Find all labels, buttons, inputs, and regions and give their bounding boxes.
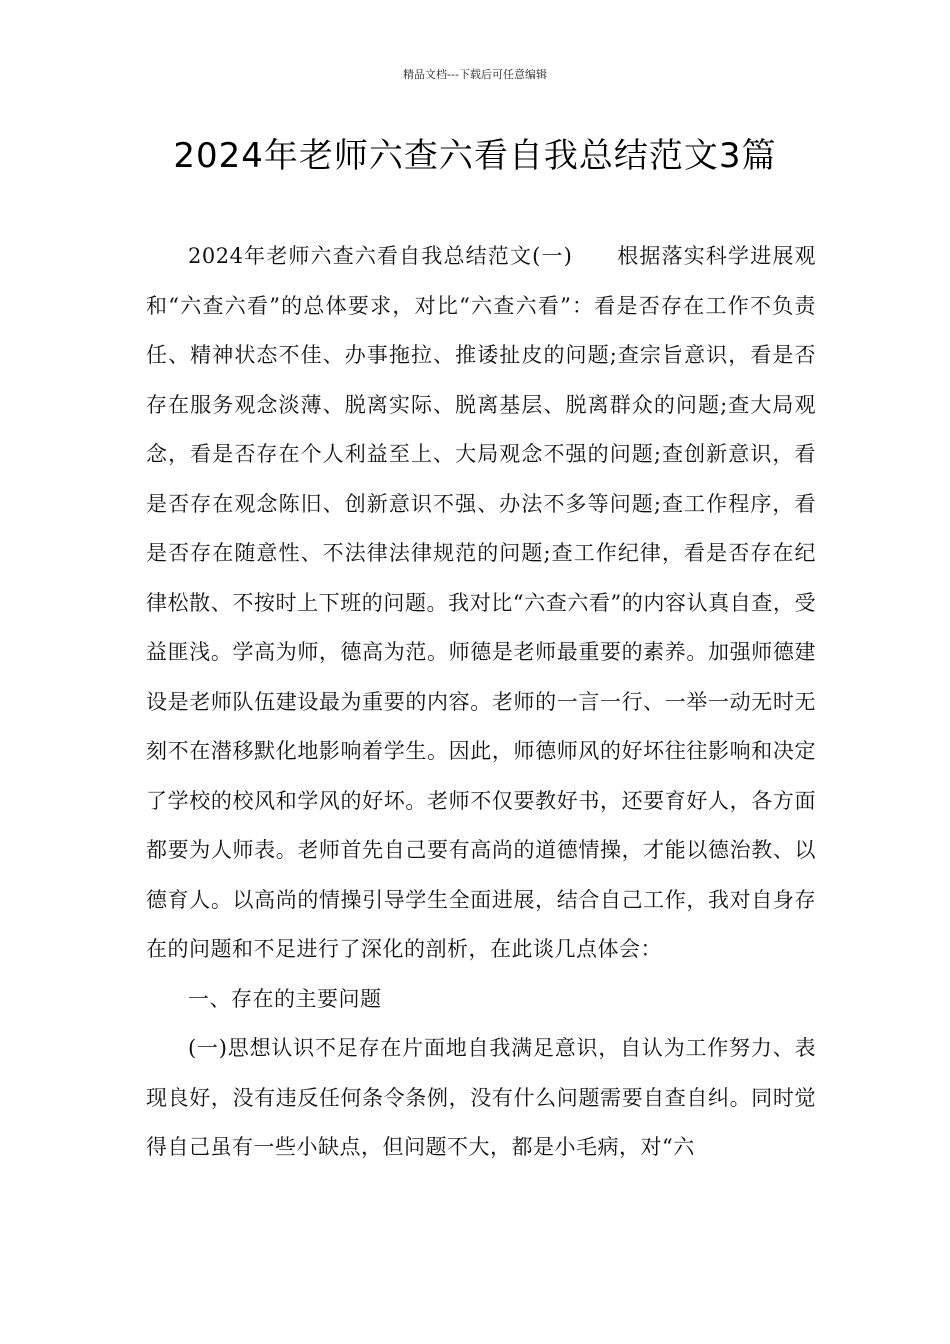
paragraph-intro: 2024年老师六查六看自我总结范文(一) 根据落实科学进展观和“六查六看”的总体要求，对比“六查六看”：看是否存在工作不负责任、精神状态不佳、办事拖拉、推诿扯皮的问题;查宗旨意识，看是否存在服务观念淡薄、脱离实际、脱离基层、脱离群众的问题;查大局观念，看是否存在个人利益至上、大局观念不强的问题;查创新意识，看是否存在观念陈旧、创新意识不强、办法不多等问题;查工作程序，看是否存在随意性、不法律法律规范的问题;查工作纪律，看是否存在纪律松散、不按时上下班的问题。我对比“六查六看”的内容认真自查，受益匪浅。学高为师，德高为范。师德是老师最重要的素养。加强师德建设是老师队伍建设最为重要的内容。老师的一言一行、一举一动无时无刻不在潜移默化地影响着学生。因此，师德师风的好坏往往影响和决定了学校的校风和学风的好坏。老师不仅要教好书，还要育好人，各方面都要为人师表。老师首先自己要有高尚的道德情操，才能以德治教、以德育人。以高尚的情操引导学生全面进展，结合自己工作，我对自身存在的问题和不足进行了深化的剖析，在此谈几点体会： [146, 244, 816, 961]
header-note: 精品文档---下载后可任意编辑 [403, 68, 547, 81]
section-heading: 一、存在的主要问题 [188, 986, 382, 1011]
document-body [146, 232, 816, 1173]
document-title: 2024年老师六查六看自我总结范文3篇 [173, 136, 777, 176]
paragraph-subsection: (一)思想认识不足存在片面地自我满足意识，自认为工作努力、表现良好，没有违反任何条令条例，没有什么问题需要自查自纠。同时觉得自己虽有一些小缺点，但问题不大，都是小毛病，对“六 [146, 1036, 816, 1159]
